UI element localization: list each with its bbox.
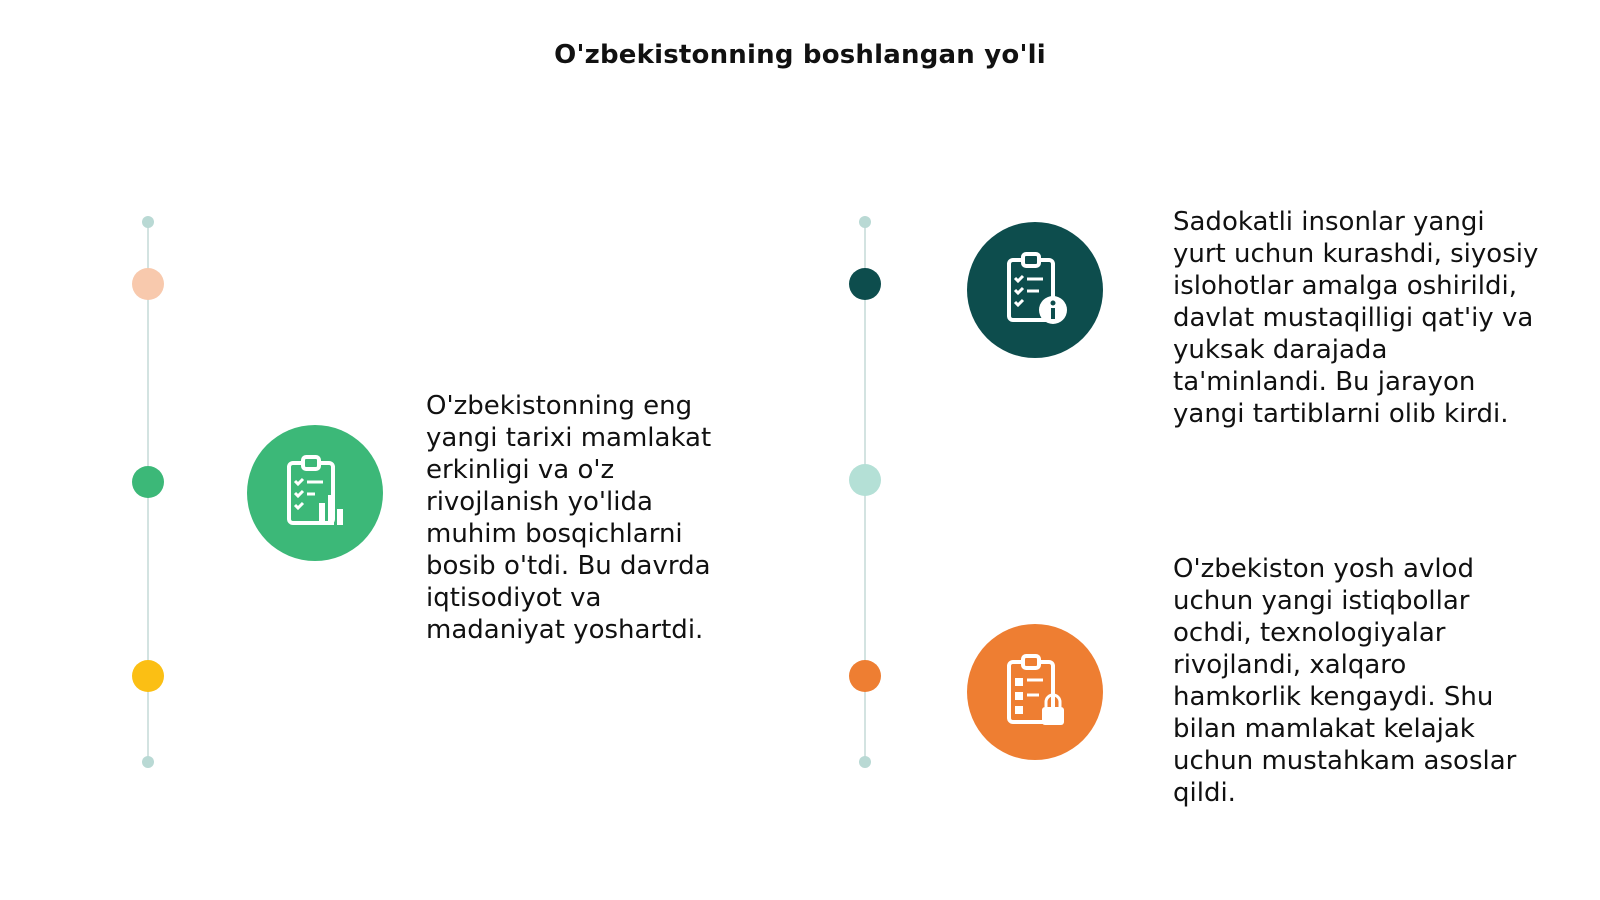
timeline-dot-mint xyxy=(849,464,881,496)
clipboard-lock-icon xyxy=(967,624,1103,760)
timeline-end-dot xyxy=(859,756,871,768)
timeline-dot-peach xyxy=(132,268,164,300)
page-title: O'zbekistonning boshlangan yo'li xyxy=(554,40,1046,70)
clipboard-chart-icon xyxy=(247,425,383,561)
left-timeline xyxy=(138,216,158,768)
timeline-dot-dark-teal xyxy=(849,268,881,300)
timeline-dot-yellow xyxy=(132,660,164,692)
right-timeline xyxy=(855,216,875,768)
item-2-text: Sadokatli insonlar yangi yurt uchun kurashdi, siyosiy islohotlar amalga oshirildi, davlat mustaqilligi qat'iy va yuksak darajada ta'minlandi. Bu jarayon yangi tartiblarni olib kirdi. xyxy=(1173,207,1539,429)
timeline-dot-green xyxy=(132,466,164,498)
timeline-end-dot xyxy=(142,216,154,228)
timeline-end-dot xyxy=(142,756,154,768)
timeline-end-dot xyxy=(859,216,871,228)
clipboard-info-icon xyxy=(967,222,1103,358)
item-1-text: O'zbekistonning eng yangi tarixi mamlakat erkinligi va o'z rivojlanish yo'lida muhim bosqichlarni bosib o'tdi. Bu davrda iqtisodiyot va madaniyat yoshartdi. xyxy=(426,391,712,645)
timeline-dot-orange xyxy=(849,660,881,692)
item-3-text: O'zbekiston yosh avlod uchun yangi istiqbollar ochdi, texnologiyalar rivojlandi, xalqaro hamkorlik kengaydi. Shu bilan mamlakat kelajak uchun mustahkam asoslar qildi. xyxy=(1173,554,1517,808)
